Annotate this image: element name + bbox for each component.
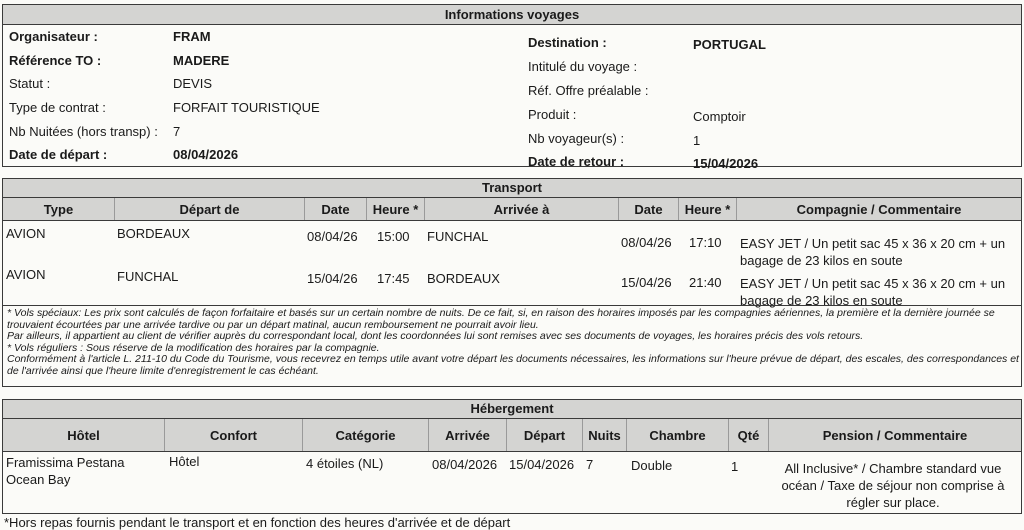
col-arrivee: Arrivée [429, 419, 507, 451]
organisateur-value: FRAM [173, 29, 211, 44]
statut-label: Statut : [9, 76, 51, 91]
footer-note: *Hors repas fournis pendant le transport et en fonction des heures d'arrivée et de départ [4, 515, 511, 530]
intitule-label: Intitulé du voyage : [528, 59, 638, 74]
informations-voyages-title: Informations voyages [3, 5, 1021, 25]
col-heure-arrivee: Heure * [679, 198, 737, 220]
col-type: Type [3, 198, 115, 220]
date-depart-value: 08/04/2026 [173, 147, 239, 162]
transport-header-row [3, 198, 1021, 221]
organisateur-label: Organisateur : [9, 29, 98, 44]
nuitees-label: Nb Nuitées (hors transp) : [9, 124, 158, 139]
offre-label: Réf. Offre préalable : [528, 83, 649, 98]
col-nuits: Nuits [583, 419, 627, 451]
col-arrivee-a: Arrivée à [425, 198, 619, 220]
transport-section [2, 178, 1022, 387]
table-row: AVION BORDEAUX 08/04/26 15:00 FUNCHAL 08/04/26 17:10 EASY JET / Un petit sac 45 x 36 x 20 cm + un bagage de 23 kilos en soute [6, 226, 1006, 268]
contrat-label: Type de contrat : [9, 100, 106, 115]
col-chambre: Chambre [627, 419, 729, 451]
contrat-value: FORFAIT TOURISTIQUE [173, 100, 320, 115]
hebergement-title: Hébergement [3, 400, 1021, 419]
statut-value: DEVIS [173, 76, 213, 91]
hebergement-section [2, 399, 1022, 514]
voyageurs-value: 1 [693, 133, 701, 148]
col-confort: Confort [165, 419, 303, 451]
informations-voyages-section [2, 4, 1022, 171]
col-qte: Qté [729, 419, 769, 451]
voyageurs-label: Nb voyageur(s) : [528, 131, 625, 146]
transport-divider [3, 305, 1021, 306]
transport-notes: * Vols spéciaux: Les prix sont calculés de façon forfaitaire et basés sur un certain nombre de nuits. De ce fait, si, en raison des horaires imposés par les compagnies aériennes, la première et la dernière journée se trouvaient écourtées par une arrivée tardive ou par un départ matinal, aucun remboursement ne pourrait avoir lieu. Par ailleurs, il appartient au client de vérifier auprès du correspondant local, dont les coordonnées lui sont remises avec ses documents de voyages, les horaires précis des vols retours. * Vols réguliers : Sous réserve de la modification des horaires par la compagnie. Conformément à l'article L. 211-10 du Code du Tourisme, vous recevrez en temps utile avant votre départ les documents nécessaires, les informations sur l'heure prévue de départ, des escales, des correspondances et de l'arrivée ainsi que l'heure limite d'enregistrement le cas échéant. [7, 307, 1019, 377]
nuitees-value: 7 [173, 124, 181, 139]
table-row: Framissima Pestana Ocean Bay Hôtel 4 étoiles (NL) 08/04/2026 15/04/2026 7 Double 1 All Inclusive* / Chambre standard vue océan / Taxe de séjour non comprise à régler sur place. [6, 454, 1005, 510]
date-retour-label: Date de retour : [528, 154, 625, 169]
reference-value: MADERE [173, 53, 230, 68]
destination-value: PORTUGAL [693, 37, 766, 52]
produit-value: Comptoir [693, 109, 746, 124]
destination-label: Destination : [528, 35, 607, 50]
col-compagnie: Compagnie / Commentaire [737, 198, 1021, 220]
col-categorie: Catégorie [303, 419, 429, 451]
reference-label: Référence TO : [9, 53, 102, 68]
col-heure-depart: Heure * [367, 198, 425, 220]
date-retour-value: 15/04/2026 [693, 156, 759, 171]
transport-title: Transport [3, 179, 1021, 198]
col-hotel: Hôtel [3, 419, 165, 451]
col-date-depart: Date [305, 198, 367, 220]
table-row: AVION FUNCHAL 15/04/26 17:45 BORDEAUX 15/04/26 21:40 EASY JET / Un petit sac 45 x 36 x 20 cm + un bagage de 23 kilos en soute [6, 267, 1006, 308]
col-date-arrivee: Date [619, 198, 679, 220]
hebergement-header-row [3, 419, 1021, 452]
col-depart-de: Départ de [115, 198, 305, 220]
date-depart-label: Date de départ : [9, 147, 108, 162]
col-depart: Départ [507, 419, 583, 451]
col-pension: Pension / Commentaire [769, 419, 1021, 451]
produit-label: Produit : [528, 107, 577, 122]
